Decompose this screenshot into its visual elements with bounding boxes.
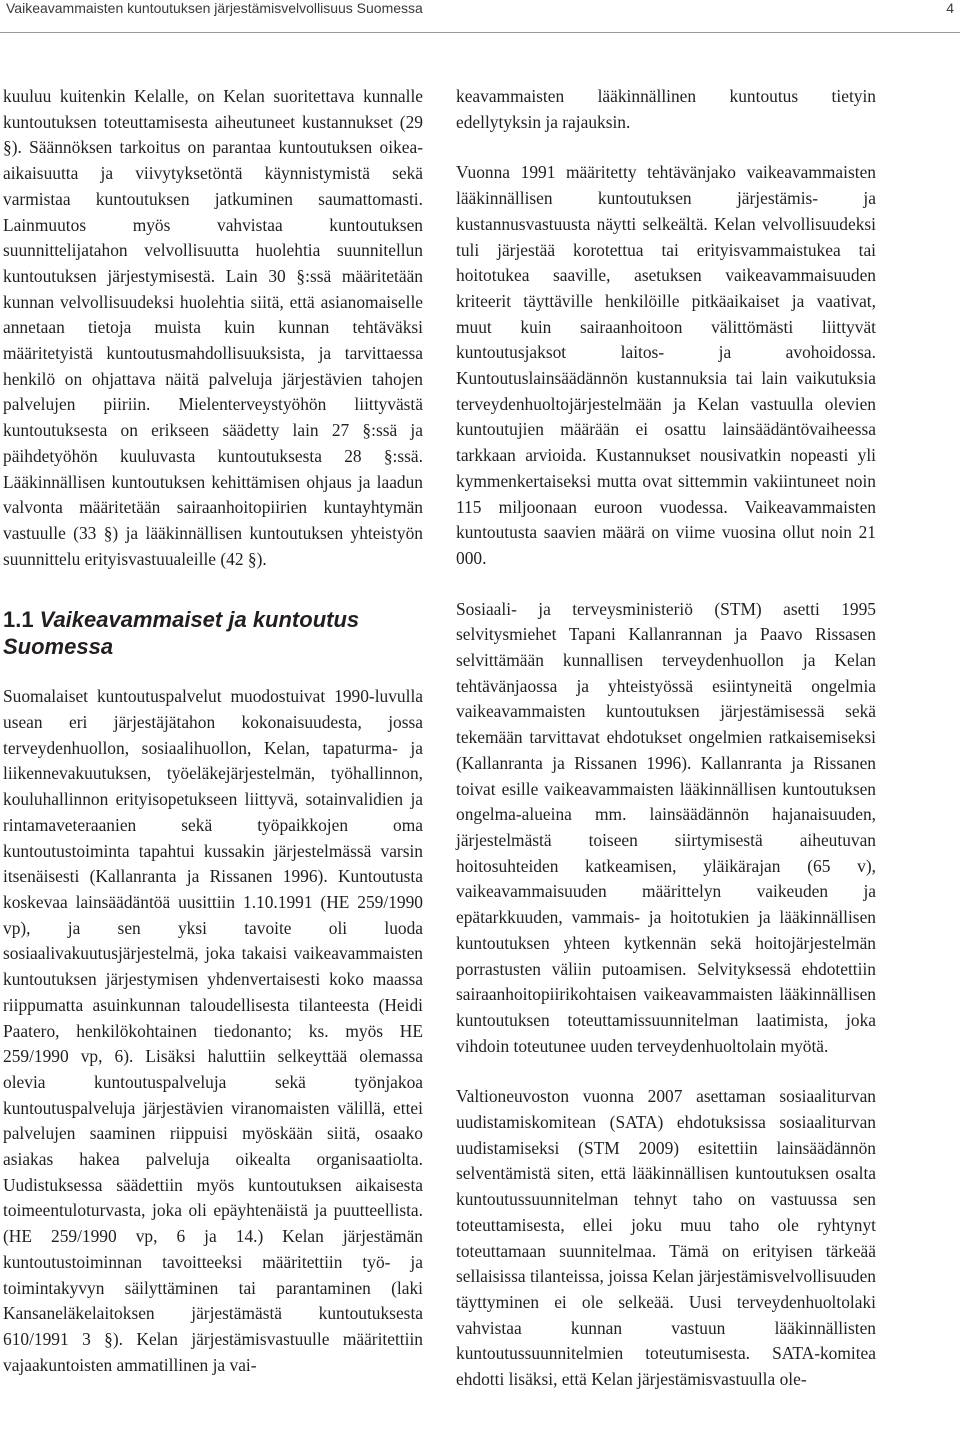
section-number: 1.1 [3,607,34,633]
body-paragraph: Vuonna 1991 määritetty tehtävänjako vaikeavammaisten lääkinnällisen kuntoutuksen järjestämis- ja kustannusvastuusta näytti selkeältä. Kelan velvollisuudeksi tuli järjestää korotettua tai erityisvammaistukea tai hoitotukea saaville, asetuksen vaikeavammaisuuden kriteerit täyttäville henkilöille pitkäaikaiset ja vaativat, muut kuin sairaanhoitoon välittömästi liittyvät kuntoutusjaksot laitos- ja avohoidossa. Kuntoutuslainsäädännön kustannuksia tai lain vaikutuksia terveydenhuoltojärjestelmään ja Kelan vastuulla olevien kuntoutujien määrään ei osattu lainsäädäntövaiheessa tarkkaan arvioida. Kustannukset nousivatkin nopeasti yli kymmenkertaiseksi mutta ovat sittemmin vakiintuneet noin 115 miljoonaan euroon vuodessa. Vaikeavammaisten kuntoutusta saavien määrä on viime vuosina ollut noin 21 000. [456,162,876,568]
header-divider [0,32,960,33]
section-heading [3,606,423,660]
page-number: 4 [946,0,954,16]
body-paragraph: kuuluu kuitenkin Kelalle, on Kelan suoritettava kunnalle kuntoutuksen toteuttamisesta aiheutuneet kustannukset (29 §). Säännöksen tarkoitus on parantaa kuntoutuksen oikea-aikaisuutta ja viivytyksetöntä käynnistymistä sekä varmistaa kuntoutuksen jatkuminen saumattomasti. Lainmuutos myös vahvistaa kuntoutuksen suunnittelijatahon velvollisuutta huolehtia suunnitellun kuntoutuksen järjestymisestä. Lain 30 §:ssä määritetään kunnan velvollisuudeksi huolehtia siitä, että asianomaiselle annetaan tietoja muista kuin kunnan tehtäväksi määritetyistä kuntoutusmahdollisuuksista, ja tarvittaessa henkilö on ohjattava näitä palveluja järjestävien tahojen palvelujen piiriin. Mielenterveystyöhön liittyvästä kuntoutuksesta on erikseen säädetty lain 27 §:ssä ja päihdetyöhön kuuluvasta kuntoutuksesta 28 §:ssä. Lääkinnällisen kuntoutuksen kehittämisen ohjaus ja laadun valvonta määritetään sairaanhoitopiirien kuntayhtymän vastuulle (33 §) ja lääkinnällisen kuntoutuksen yhteistyön suunnittelu erityisvastuualeille (42 §). [3,86,423,569]
right-column [456,84,876,1393]
body-paragraph: Suomalaiset kuntoutuspalvelut muodostuivat 1990-luvulla usean eri järjestäjätahon kokonaisuudesta, jossa terveydenhuollon, sosiaalihuollon, Kelan, tapaturma- ja liikennevakuutuksen, työeläkejärjestelmän, työhallinnon, kouluhallinnon erityisopetukseen liittyvä, sotainvalidien ja rintamaveteraanien sekä työpaikkojen oma kuntoutustoiminta tapahtui kussakin järjestelmässä varsin itsenäisesti (Kallanranta ja Rissanen 1996). Kuntoutusta koskevaa lainsäädäntöä uusittiin 1.10.1991 (HE 259/1990 vp), ja sen yksi tavoite oli luoda sosiaalivakuutusjärjestelmä, joka takaisi vaikeavammaisten kuntoutuksen järjestymisen yhdenvertaisesti koko maassa riippumatta asuinkunnan taloudellisesta tilanteesta (Heidi Paatero, henkilökohtainen tiedonanto; ks. myös HE 259/1990 vp, 6). Lisäksi haluttiin selkeyttää olemassa olevia kuntoutuspalveluja sekä työnjakoa kuntoutuspalveluja järjestävien viranomaisten välillä, ettei palvelujen saaminen riippuisi myöskään siitä, osaako asiakas hakea palveluja oikealta organisaatiolta. Uudistuksessa säädettiin myös kuntoutuksen aikaisesta toimeentuloturvasta, joka oli epäyhtenäistä ja puutteellista. (HE 259/1990 vp, 6 ja 14.) Kelan järjestämän kuntoutustoiminnan tavoitteeksi määritettiin työ- ja toimintakyvyn säilyttäminen tai parantaminen (laki Kansaneläkelaitoksen järjestämästä kuntoutuksesta 610/1991 3 §). Kelan järjestämisvastuulle määritettiin vajaakuntoisten ammatillinen ja vai- [3,686,423,1375]
left-column [3,84,423,1378]
body-paragraph: Valtioneuvoston vuonna 2007 asettaman sosiaaliturvan uudistamiskomitean (SATA) ehdotuksissa sosiaaliturvan uudistamiseksi (STM 2009) esitettiin lainsäädännön selventämistä siten, että lääkinnällisen kuntoutuksen osalta kuntoutussuunnitelman tehnyt taho on vastuussa sen toteuttamisesta, ellei joku muu taho ole ryhtynyt toteuttamaan suunnitelmaa. Tämä on erityisen tärkeää sellaisissa tilanteissa, joissa Kelan järjestämisvelvollisuuden täyttyminen ei ole selkeää. Uusi terveydenhuoltolaki vahvistaa kunnan vastuun lääkinnällisten kuntoutussuunnitelmien toteutumisesta. SATA-komitea ehdotti lisäksi, että Kelan järjestämisvastuulla ole- [456,1086,876,1390]
page-header [0,0,960,34]
running-header-title: Vaikeavammaisten kuntoutuksen järjestämisvelvollisuus Suomessa [6,0,423,16]
body-paragraph: keavammaisten lääkinnällinen kuntoutus tietyin edellytyksin ja rajauksin. [456,86,876,132]
body-paragraph: Sosiaali- ja terveysministeriö (STM) asetti 1995 selvitysmiehet Tapani Kallanrannan ja Paavo Rissasen selvittämään kunnallisen terveydenhuollon ja Kelan tehtävänjaossa ja yhteistyössä esiintyneitä ongelmia vaikeavammaisten kuntoutuksen järjestämisessä sekä tekemään tarvittavat ehdotukset ongelmien ratkaisemiseksi (Kallanranta ja Rissanen 1996). Kallanranta ja Rissanen toivat esille vaikeavammaisten lääkinnällisen kuntoutuksen ongelma-alueina mm. lainsäädännön hajanaisuuden, järjestelmästä toiseen siirtymisestä aiheutuvan hoitosuhteiden katkeamisen, yläikärajan (65 v), vaikeavammaisuuden määrittelyn vaikeuden ja epätarkkuuden, vammais- ja hoitotukien ja lääkinnällisen kuntoutuksen yhteen kytkennän sekä hoitojärjestelmän porrastusten väliin putoamisen. Selvityksessä ehdotettiin sairaanhoitopiirikohtaisen vaikeavammaisten lääkinnällisen kuntoutuksen toteuttamissuunnitelman laatimista, joka vihdoin toteutunee uuden terveydenhuoltolain myötä. [456,598,876,1056]
section-title: Vaikeavammaiset ja kuntoutus Suomessa [3,607,360,660]
